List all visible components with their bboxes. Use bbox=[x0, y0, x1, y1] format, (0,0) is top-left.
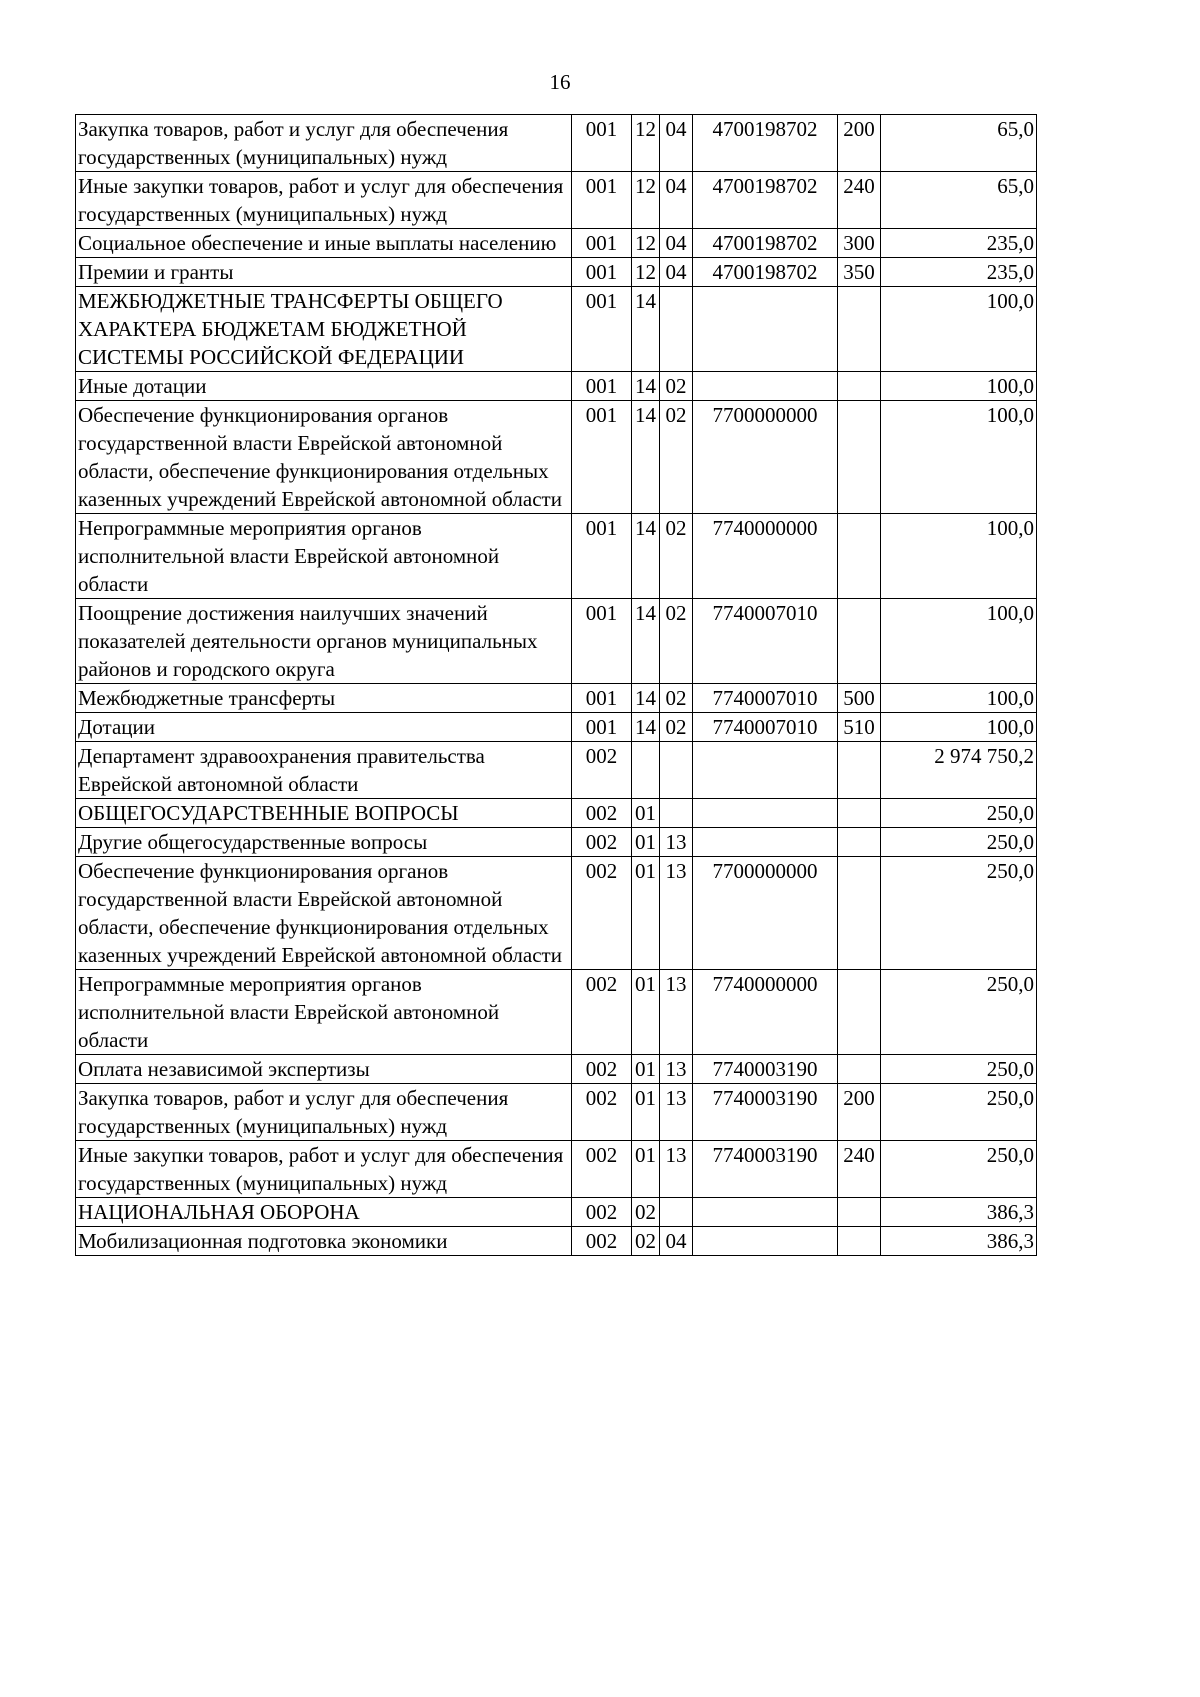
section-code: 14 bbox=[632, 401, 660, 514]
row-name: Непрограммные мероприятия органов исполнительной власти Еврейской автономной области bbox=[76, 970, 572, 1055]
row-name: Дотации bbox=[76, 713, 572, 742]
subsection-code: 13 bbox=[660, 828, 693, 857]
ministry-code: 002 bbox=[572, 742, 632, 799]
section-code: 01 bbox=[632, 1084, 660, 1141]
ministry-code: 001 bbox=[572, 401, 632, 514]
target-article-code: 7740007010 bbox=[693, 599, 838, 684]
row-name: Обеспечение функционирования органов государственной власти Еврейской автономной области, обеспечение функционирования отдельных казенных учреждений Еврейской автономной области bbox=[76, 857, 572, 970]
row-name: Поощрение достижения наилучших значений показателей деятельности органов муниципальных районов и городского округа bbox=[76, 599, 572, 684]
amount: 250,0 bbox=[881, 799, 1037, 828]
subsection-code: 13 bbox=[660, 1141, 693, 1198]
target-article-code: 7740007010 bbox=[693, 684, 838, 713]
target-article-code bbox=[693, 372, 838, 401]
section-code bbox=[632, 742, 660, 799]
row-name: Иные дотации bbox=[76, 372, 572, 401]
amount: 250,0 bbox=[881, 828, 1037, 857]
target-article-code: 4700198702 bbox=[693, 229, 838, 258]
amount: 100,0 bbox=[881, 713, 1037, 742]
amount: 235,0 bbox=[881, 229, 1037, 258]
amount: 100,0 bbox=[881, 287, 1037, 372]
subsection-code bbox=[660, 799, 693, 828]
target-article-code bbox=[693, 799, 838, 828]
table-row bbox=[76, 401, 1037, 514]
row-name: Социальное обеспечение и иные выплаты населению bbox=[76, 229, 572, 258]
amount: 235,0 bbox=[881, 258, 1037, 287]
target-article-code bbox=[693, 1198, 838, 1227]
section-code: 12 bbox=[632, 258, 660, 287]
subsection-code: 13 bbox=[660, 970, 693, 1055]
subsection-code: 04 bbox=[660, 229, 693, 258]
target-article-code bbox=[693, 287, 838, 372]
row-name: Премии и гранты bbox=[76, 258, 572, 287]
expense-type-code: 500 bbox=[838, 684, 881, 713]
table-row bbox=[76, 372, 1037, 401]
table-row bbox=[76, 713, 1037, 742]
section-code: 14 bbox=[632, 684, 660, 713]
section-code: 14 bbox=[632, 713, 660, 742]
table-row bbox=[76, 1227, 1037, 1256]
table-row bbox=[76, 684, 1037, 713]
expense-type-code: 510 bbox=[838, 713, 881, 742]
section-code: 12 bbox=[632, 229, 660, 258]
budget-table bbox=[75, 114, 1037, 1256]
ministry-code: 001 bbox=[572, 599, 632, 684]
table-row bbox=[76, 229, 1037, 258]
subsection-code: 04 bbox=[660, 115, 693, 172]
table-row bbox=[76, 742, 1037, 799]
ministry-code: 002 bbox=[572, 1198, 632, 1227]
table-row bbox=[76, 970, 1037, 1055]
amount: 100,0 bbox=[881, 684, 1037, 713]
ministry-code: 001 bbox=[572, 287, 632, 372]
section-code: 14 bbox=[632, 287, 660, 372]
expense-type-code: 300 bbox=[838, 229, 881, 258]
section-code: 01 bbox=[632, 1141, 660, 1198]
amount: 250,0 bbox=[881, 1055, 1037, 1084]
expense-type-code bbox=[838, 401, 881, 514]
subsection-code: 02 bbox=[660, 599, 693, 684]
table-row bbox=[76, 514, 1037, 599]
expense-type-code bbox=[838, 1198, 881, 1227]
subsection-code: 02 bbox=[660, 372, 693, 401]
subsection-code bbox=[660, 742, 693, 799]
row-name: Иные закупки товаров, работ и услуг для обеспечения государственных (муниципальных) нужд bbox=[76, 1141, 572, 1198]
row-name: Департамент здравоохранения правительства Еврейской автономной области bbox=[76, 742, 572, 799]
table-row bbox=[76, 599, 1037, 684]
section-code: 02 bbox=[632, 1198, 660, 1227]
expense-type-code bbox=[838, 742, 881, 799]
row-name: Другие общегосударственные вопросы bbox=[76, 828, 572, 857]
target-article-code: 4700198702 bbox=[693, 115, 838, 172]
amount: 386,3 bbox=[881, 1227, 1037, 1256]
section-code: 01 bbox=[632, 970, 660, 1055]
amount: 65,0 bbox=[881, 172, 1037, 229]
section-code: 02 bbox=[632, 1227, 660, 1256]
table-row bbox=[76, 172, 1037, 229]
target-article-code bbox=[693, 1227, 838, 1256]
ministry-code: 001 bbox=[572, 258, 632, 287]
subsection-code bbox=[660, 287, 693, 372]
target-article-code: 7700000000 bbox=[693, 857, 838, 970]
table-row bbox=[76, 828, 1037, 857]
subsection-code: 04 bbox=[660, 258, 693, 287]
ministry-code: 002 bbox=[572, 1084, 632, 1141]
table-row bbox=[76, 1055, 1037, 1084]
target-article-code bbox=[693, 742, 838, 799]
row-name: МЕЖБЮДЖЕТНЫЕ ТРАНСФЕРТЫ ОБЩЕГО ХАРАКТЕРА БЮДЖЕТАМ БЮДЖЕТНОЙ СИСТЕМЫ РОССИЙСКОЙ ФЕДЕРАЦИИ bbox=[76, 287, 572, 372]
expense-type-code bbox=[838, 828, 881, 857]
amount: 65,0 bbox=[881, 115, 1037, 172]
section-code: 12 bbox=[632, 172, 660, 229]
subsection-code: 02 bbox=[660, 684, 693, 713]
expense-type-code bbox=[838, 372, 881, 401]
section-code: 14 bbox=[632, 514, 660, 599]
expense-type-code: 200 bbox=[838, 1084, 881, 1141]
row-name: Мобилизационная подготовка экономики bbox=[76, 1227, 572, 1256]
budget-table-body bbox=[76, 115, 1037, 1256]
ministry-code: 001 bbox=[572, 713, 632, 742]
expense-type-code bbox=[838, 857, 881, 970]
row-name: НАЦИОНАЛЬНАЯ ОБОРОНА bbox=[76, 1198, 572, 1227]
ministry-code: 002 bbox=[572, 828, 632, 857]
ministry-code: 002 bbox=[572, 857, 632, 970]
table-row bbox=[76, 1084, 1037, 1141]
ministry-code: 001 bbox=[572, 684, 632, 713]
ministry-code: 002 bbox=[572, 1141, 632, 1198]
table-row bbox=[76, 799, 1037, 828]
ministry-code: 001 bbox=[572, 115, 632, 172]
amount: 100,0 bbox=[881, 599, 1037, 684]
row-name: Иные закупки товаров, работ и услуг для обеспечения государственных (муниципальных) нужд bbox=[76, 172, 572, 229]
section-code: 01 bbox=[632, 1055, 660, 1084]
subsection-code: 02 bbox=[660, 713, 693, 742]
row-name: Оплата независимой экспертизы bbox=[76, 1055, 572, 1084]
ministry-code: 002 bbox=[572, 799, 632, 828]
amount: 250,0 bbox=[881, 1141, 1037, 1198]
section-code: 01 bbox=[632, 799, 660, 828]
target-article-code: 4700198702 bbox=[693, 258, 838, 287]
section-code: 14 bbox=[632, 599, 660, 684]
page-number: 16 bbox=[549, 70, 571, 94]
table-row bbox=[76, 1198, 1037, 1227]
subsection-code: 02 bbox=[660, 514, 693, 599]
section-code: 01 bbox=[632, 857, 660, 970]
section-code: 14 bbox=[632, 372, 660, 401]
table-row bbox=[76, 287, 1037, 372]
amount: 250,0 bbox=[881, 857, 1037, 970]
expense-type-code bbox=[838, 599, 881, 684]
table-row bbox=[76, 857, 1037, 970]
amount: 250,0 bbox=[881, 970, 1037, 1055]
target-article-code: 7740003190 bbox=[693, 1141, 838, 1198]
row-name: ОБЩЕГОСУДАРСТВЕННЫЕ ВОПРОСЫ bbox=[76, 799, 572, 828]
ministry-code: 001 bbox=[572, 172, 632, 229]
target-article-code: 7740003190 bbox=[693, 1055, 838, 1084]
subsection-code: 02 bbox=[660, 401, 693, 514]
row-name: Обеспечение функционирования органов государственной власти Еврейской автономной области, обеспечение функционирования отдельных казенных учреждений Еврейской автономной области bbox=[76, 401, 572, 514]
expense-type-code bbox=[838, 1055, 881, 1084]
row-name: Закупка товаров, работ и услуг для обеспечения государственных (муниципальных) нужд bbox=[76, 1084, 572, 1141]
expense-type-code: 240 bbox=[838, 1141, 881, 1198]
ministry-code: 002 bbox=[572, 1055, 632, 1084]
subsection-code: 13 bbox=[660, 1055, 693, 1084]
ministry-code: 002 bbox=[572, 970, 632, 1055]
section-code: 01 bbox=[632, 828, 660, 857]
table-row bbox=[76, 258, 1037, 287]
expense-type-code: 240 bbox=[838, 172, 881, 229]
row-name: Закупка товаров, работ и услуг для обеспечения государственных (муниципальных) нужд bbox=[76, 115, 572, 172]
table-row bbox=[76, 115, 1037, 172]
ministry-code: 001 bbox=[572, 514, 632, 599]
target-article-code: 7740007010 bbox=[693, 713, 838, 742]
row-name: Непрограммные мероприятия органов исполнительной власти Еврейской автономной области bbox=[76, 514, 572, 599]
expense-type-code bbox=[838, 287, 881, 372]
amount: 100,0 bbox=[881, 514, 1037, 599]
table-row bbox=[76, 1141, 1037, 1198]
target-article-code: 7700000000 bbox=[693, 401, 838, 514]
expense-type-code bbox=[838, 799, 881, 828]
amount: 100,0 bbox=[881, 372, 1037, 401]
ministry-code: 001 bbox=[572, 229, 632, 258]
target-article-code: 4700198702 bbox=[693, 172, 838, 229]
subsection-code: 13 bbox=[660, 857, 693, 970]
row-name: Межбюджетные трансферты bbox=[76, 684, 572, 713]
expense-type-code bbox=[838, 970, 881, 1055]
subsection-code: 04 bbox=[660, 1227, 693, 1256]
target-article-code bbox=[693, 828, 838, 857]
subsection-code: 13 bbox=[660, 1084, 693, 1141]
target-article-code: 7740003190 bbox=[693, 1084, 838, 1141]
section-code: 12 bbox=[632, 115, 660, 172]
subsection-code bbox=[660, 1198, 693, 1227]
ministry-code: 002 bbox=[572, 1227, 632, 1256]
target-article-code: 7740000000 bbox=[693, 514, 838, 599]
amount: 386,3 bbox=[881, 1198, 1037, 1227]
ministry-code: 001 bbox=[572, 372, 632, 401]
subsection-code: 04 bbox=[660, 172, 693, 229]
expense-type-code bbox=[838, 514, 881, 599]
expense-type-code: 200 bbox=[838, 115, 881, 172]
amount: 100,0 bbox=[881, 401, 1037, 514]
amount: 250,0 bbox=[881, 1084, 1037, 1141]
expense-type-code bbox=[838, 1227, 881, 1256]
expense-type-code: 350 bbox=[838, 258, 881, 287]
amount: 2 974 750,2 bbox=[881, 742, 1037, 799]
target-article-code: 7740000000 bbox=[693, 970, 838, 1055]
